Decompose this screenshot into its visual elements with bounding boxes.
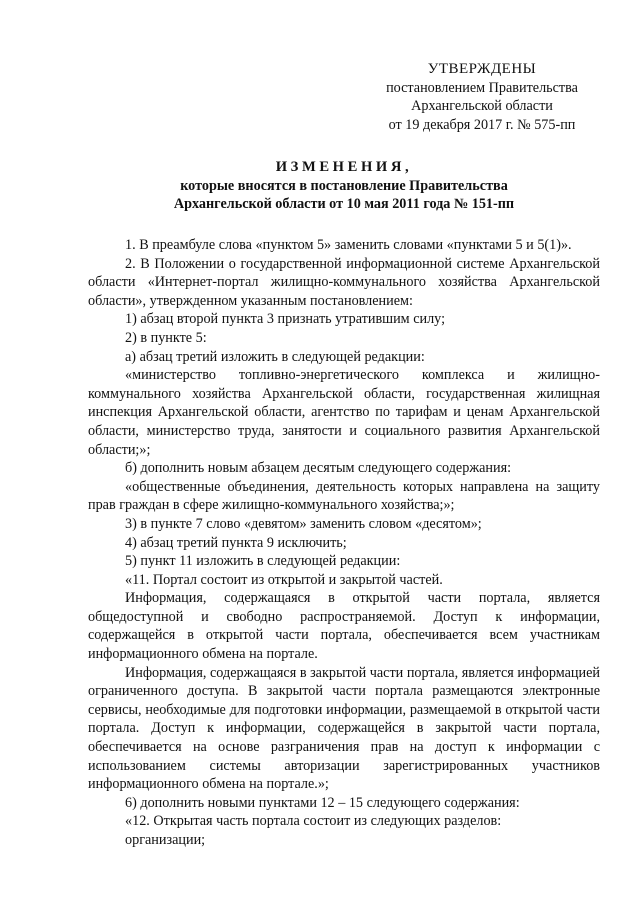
paragraph: «общественные объединения, деятельность которых направлена на защиту прав граждан в сфере жилищно-коммунального хозяйства;»; [88, 478, 600, 514]
approval-line: постановлением Правительства [386, 79, 578, 96]
heading-line: которые вносятся в постановление Правительства [180, 177, 508, 194]
document-heading [88, 158, 600, 214]
paragraph: «министерство топливно-энергетического комплекса и жилищно-коммунального хозяйства Архангельской области, государственная жилищная инспекция Архангельской области, агентство по тарифам и ценам Архангельской области, министерство труда, занятости и социального развития Архангельской области;»; [88, 367, 600, 458]
paragraph: 1. В преамбуле слова «пунктом 5» заменить словами «пунктами 5 и 5(1)». [125, 237, 572, 253]
paragraph: «11. Портал состоит из открытой и закрытой частей. [125, 571, 443, 588]
paragraph: 1) абзац второй пункта 3 признать утратившим силу; [125, 311, 446, 328]
heading-title: ИЗМЕНЕНИЯ, [275, 159, 413, 175]
paragraph: Информация, содержащаяся в открытой части портала, является общедоступной и свободно распространяемой. Доступ к информации, содержащейся в открытой части портала, обеспечивается всем участникам информационного обмена на портале. [88, 590, 600, 663]
approval-block [364, 60, 600, 134]
paragraph: 2) в пункте 5: [125, 329, 207, 346]
paragraph: Информация, содержащаяся в закрытой части портала, является информацией ограниченного доступа. В закрытой части портала размещаются электронные сервисы, необходимые для подготовки информации, размещаемой в открытой части портала. Доступ к информации, содержащейся в закрытой части портала, обеспечивается на основе разграничения прав на доступ к информации с использованием системы авторизации зарегистрированных участников информационного обмена на портале.»; [88, 664, 600, 793]
paragraph: б) дополнить новым абзацем десятым следующего содержания: [125, 460, 512, 477]
document-body [88, 236, 600, 850]
approval-line: Архангельской области [411, 98, 553, 115]
approval-line: от 19 декабря 2017 г. № 575-пп [388, 116, 576, 133]
paragraph: 6) дополнить новыми пунктами 12 – 15 следующего содержания: [125, 794, 520, 811]
paragraph: а) абзац третий изложить в следующей редакции: [125, 348, 425, 365]
paragraph: 5) пункт 11 изложить в следующей редакции: [125, 553, 401, 570]
paragraph: организации; [125, 832, 206, 848]
paragraph: 4) абзац третий пункта 9 исключить; [125, 534, 347, 551]
paragraph: 2. В Положении о государственной информационной системе Архангельской области «Интернет-портал жилищно-коммунального хозяйства Архангельской области», утвержденном указанным постановлением: [88, 255, 600, 309]
heading-line: Архангельской области от 10 мая 2011 года № 151-пп [173, 196, 515, 213]
paragraph: 3) в пункте 7 слово «девятом» заменить словом «десятом»; [125, 515, 482, 532]
paragraph: «12. Открытая часть портала состоит из следующих разделов: [125, 813, 502, 830]
approval-title: УТВЕРЖДЕНЫ [427, 61, 537, 77]
